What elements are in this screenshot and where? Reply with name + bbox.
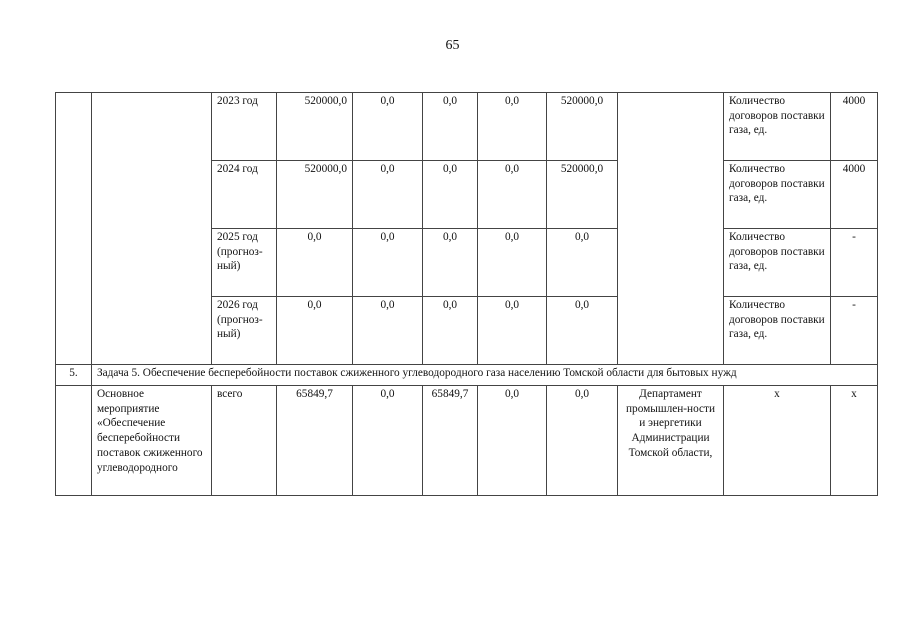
value-cell: 0,0 [353, 297, 423, 365]
value-cell: 0,0 [353, 93, 423, 161]
year-cell: 2023 год [212, 93, 277, 161]
indicator-cell: х [724, 386, 831, 496]
value-cell: 0,0 [478, 229, 547, 297]
value-cell: 65849,7 [423, 386, 478, 496]
value-cell: 0,0 [478, 386, 547, 496]
year-cell: 2024 год [212, 161, 277, 229]
period-cell: всего [212, 386, 277, 496]
year-cell: 2026 год (прогноз-ный) [212, 297, 277, 365]
target-cell: х [831, 386, 878, 496]
executor-cell: Департамент промышлен-ности и энергетики Администрации Томской области, [618, 386, 724, 496]
task-title: Задача 5. Обеспечение бесперебойности поставок сжиженного углеводородного газа населению Томской области для бытовых нужд [92, 365, 878, 386]
empty-cell [56, 93, 92, 365]
executor-cell [618, 93, 724, 365]
empty-cell [92, 93, 212, 365]
year-cell: 2025 год (прогноз-ный) [212, 229, 277, 297]
target-cell: 4000 [831, 161, 878, 229]
value-cell: 0,0 [423, 161, 478, 229]
indicator-cell: Количество договоров поставки газа, ед. [724, 229, 831, 297]
value-cell: 0,0 [478, 93, 547, 161]
value-cell: 0,0 [547, 297, 618, 365]
indicator-cell: Количество договоров поставки газа, ед. [724, 93, 831, 161]
table-row [56, 93, 878, 161]
value-cell: 520000,0 [547, 161, 618, 229]
page-number: 65 [445, 38, 460, 53]
value-cell: 0,0 [478, 297, 547, 365]
program-table [55, 92, 878, 496]
value-cell: 0,0 [423, 229, 478, 297]
target-cell: - [831, 229, 878, 297]
value-cell: 0,0 [353, 161, 423, 229]
value-cell: 0,0 [423, 93, 478, 161]
value-cell: 0,0 [353, 229, 423, 297]
activity-name-cell: Основное мероприятие «Обеспечение бесперебойности поставок сжиженного углеводородного [92, 386, 212, 496]
target-cell: 4000 [831, 93, 878, 161]
value-cell: 0,0 [423, 297, 478, 365]
empty-cell [56, 386, 92, 496]
value-cell: 0,0 [547, 229, 618, 297]
table-row [56, 386, 878, 496]
indicator-cell: Количество договоров поставки газа, ед. [724, 161, 831, 229]
value-cell: 520000,0 [547, 93, 618, 161]
value-cell: 0,0 [277, 229, 353, 297]
value-cell: 0,0 [547, 386, 618, 496]
value-cell: 0,0 [478, 161, 547, 229]
value-cell: 520000,0 [277, 93, 353, 161]
task-number: 5. [56, 365, 92, 386]
value-cell: 0,0 [277, 297, 353, 365]
task-row [56, 365, 878, 386]
value-cell: 0,0 [353, 386, 423, 496]
target-cell: - [831, 297, 878, 365]
value-cell: 520000,0 [277, 161, 353, 229]
indicator-cell: Количество договоров поставки газа, ед. [724, 297, 831, 365]
value-cell: 65849,7 [277, 386, 353, 496]
